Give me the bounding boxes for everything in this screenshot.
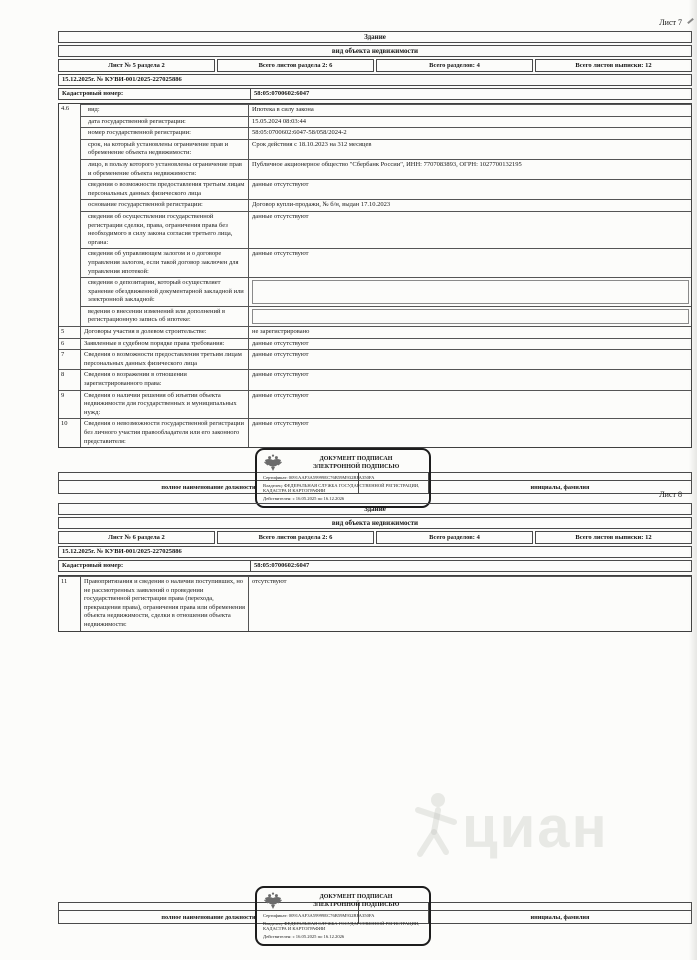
table-row [81, 159, 691, 179]
person-icon [408, 788, 462, 868]
sheet-8 [58, 490, 692, 632]
object-kind-caption: вид объекта недвижимости [58, 517, 692, 529]
field-label: сведения об управляющем залогом и о договоре управления залогом, если такой договор заключен для управления ипотекой: [81, 249, 249, 277]
table-row [81, 116, 691, 128]
table-row [81, 248, 691, 277]
total-sheets-of-section: Всего листов раздела 2: 6 [217, 531, 374, 544]
stamp-title-line2: ЭЛЕКТРОННОЙ ПОДПИСЬЮ [312, 464, 400, 471]
field-value: Срок действия с 18.10.2023 на 312 месяцев [252, 140, 372, 148]
cadastral-number-value: 58:05:0700602:6047 [254, 90, 310, 97]
total-sections: Всего разделов: 4 [376, 59, 533, 72]
signature-block [58, 894, 692, 939]
row-number: 7 [59, 350, 81, 369]
field-label: основание государственной регистрации: [81, 200, 249, 211]
stamp-certificate: Сертификат: 0091AAF3A59999EC76B59M932BFA350FA [263, 475, 375, 481]
table-row [59, 326, 691, 338]
mortgage-block [59, 104, 691, 326]
extract-date-number: 15.12.2025г. № КУВИ-001/2025-227025886 [58, 546, 692, 558]
table-row [81, 179, 691, 199]
restrictions-table [58, 103, 692, 448]
digital-signature-stamp [255, 886, 431, 946]
extract-date-number: 15.12.2025г. № КУВИ-001/2025-227025886 [58, 74, 692, 86]
initials-surname-label: инициалы, фамилия [530, 484, 590, 492]
field-label: сведения о депозитарии, который осуществляет хранение обездвиженной документарной закладной или электронной закладной: [81, 278, 249, 306]
position-title-label: полное наименование должности [59, 481, 359, 493]
row-number: 5 [59, 327, 81, 338]
field-label: Сведения о возражении в отношении зарегистрированного права: [81, 370, 249, 389]
table-row [81, 306, 691, 326]
table-row [81, 104, 691, 116]
field-value: Публичное акционерное общество "Сбербанк России", ИНН: 7707083893, ОГРН: 1027700132195 [252, 160, 522, 168]
cadastral-number-row [58, 560, 692, 572]
numbered-rows [59, 576, 691, 631]
stamp-owner: Владелец: ФЕДЕРАЛЬНАЯ СЛУЖБА ГОСУДАРСТВЕННОЙ РЕГИСТРАЦИИ, КАДАСТРА И КАРТОГРАФИИ [263, 920, 420, 932]
row-number: 6 [59, 339, 81, 350]
field-label: Договоры участия в долевом строительстве: [81, 327, 249, 338]
row-number: 11 [59, 577, 81, 631]
table-row [59, 369, 691, 389]
field-value: 15.05.2024 08:03:44 [252, 117, 306, 125]
watermark-text: циан [462, 795, 609, 860]
table-row [59, 390, 691, 419]
field-value: данные отсутствуют [252, 181, 309, 189]
cadastral-number-label: Кадастровый номер: [59, 89, 251, 99]
field-value: не зарегистрировано [252, 328, 310, 336]
sheet-of-section: Лист № 6 раздела 2 [58, 531, 215, 544]
object-type-header: Здание [58, 503, 692, 515]
field-value: Ипотека в силу закона [252, 106, 314, 113]
field-label: дата государственной регистрации: [81, 117, 249, 128]
cadastral-number-label: Кадастровый номер: [59, 561, 251, 571]
table-row [81, 139, 691, 159]
field-value: данные отсутствуют [252, 371, 309, 379]
table-row [59, 338, 691, 350]
field-value: данные отсутствуют [252, 391, 309, 399]
field-label: Заявленные в судебном порядке права требования: [81, 339, 249, 350]
field-label: Сведения о наличии решения об изъятии объекта недвижимости для государственных и муниципальных нужд: [81, 391, 249, 419]
table-row [81, 211, 691, 248]
object-type-header: Здание [58, 31, 692, 43]
table-row [59, 418, 691, 447]
table-row [59, 349, 691, 369]
sheet-of-section: Лист № 5 раздела 2 [58, 59, 215, 72]
table-row [81, 199, 691, 211]
total-sheets-of-section: Всего листов раздела 2: 6 [217, 59, 374, 72]
sheet-counters-row [58, 59, 692, 72]
numbered-rows [59, 326, 691, 447]
position-title-label: полное наименование должности [59, 911, 359, 923]
stamp-validity: Действителен: с 16.05.2025 по 16.12.2026 [263, 933, 345, 939]
field-value: данные отсутствуют [252, 212, 309, 220]
field-label: Правопритязания и сведения о наличии поступивших, но не рассмотренных заявлений о проведении государственной регистрации права (перехода, прекращения права), ограничения права или обременения объекта недвижимости, сделки в отношении объекта недвижимости: [81, 577, 249, 631]
field-value: 58:05:0700602:6047-58/058/2024-2 [252, 129, 347, 137]
field-label: сведения о возможности предоставления третьим лицам персональных данных физического лица [81, 180, 249, 199]
field-value: отсутствуют [252, 578, 287, 585]
initials-surname-label: инициалы, фамилия [530, 914, 590, 921]
field-label: сведения об осуществлении государственной регистрации сделки, права, ограничения права без необходимого в силу закона согласия третьего лица, органа: [81, 212, 249, 248]
sheet-counters-row [58, 531, 692, 544]
field-label: срок, на который установлены ограничение прав и обременение объекта недвижимости: [81, 140, 249, 159]
total-sheets-of-extract: Всего листов выписки: 12 [535, 59, 692, 72]
row-number: 10 [59, 419, 81, 447]
sheet-number: Лист 8 [659, 490, 682, 499]
stamp-owner: Владелец: ФЕДЕРАЛЬНАЯ СЛУЖБА ГОСУДАРСТВЕННОЙ РЕГИСТРАЦИИ, КАДАСТРА И КАРТОГРАФИИ [263, 482, 420, 494]
mortgage-sub-rows [81, 104, 691, 326]
stamp-validity: Действителен: с 16.05.2025 по 16.12.2026 [263, 495, 345, 501]
row-number: 8 [59, 370, 81, 389]
total-sections: Всего разделов: 4 [376, 531, 533, 544]
coat-of-arms-icon [263, 891, 283, 911]
cian-watermark [408, 778, 658, 878]
cadastral-number-row [58, 88, 692, 100]
row-number: 4.6 [59, 104, 81, 326]
stamp-title-line1: ДОКУМЕНТ ПОДПИСАН [319, 894, 393, 900]
cadastral-number-value: 58:05:0700602:6047 [254, 562, 310, 569]
field-value [249, 307, 691, 326]
field-label: вид: [81, 105, 249, 116]
object-kind-caption: вид объекта недвижимости [58, 45, 692, 57]
total-sheets-of-extract: Всего листов выписки: 12 [535, 531, 692, 544]
field-label: лицо, в пользу которого установлены ограничение прав и обременение объекта недвижимости: [81, 160, 249, 179]
table-row [81, 127, 691, 139]
field-label: Сведения о возможности предоставления третьим лицам персональных данных физического лица [81, 350, 249, 369]
field-value: данные отсутствуют [252, 351, 309, 359]
row-number: 9 [59, 391, 81, 419]
field-label: номер государственной регистрации: [81, 128, 249, 139]
field-value [249, 278, 691, 306]
coat-of-arms-icon [263, 453, 283, 473]
table-row [81, 277, 691, 306]
scan-edge-shadow [689, 0, 697, 960]
field-label: Сведения о невозможности государственной регистрации без личного участия правообладателя или его законного представителя: [81, 419, 249, 447]
field-label: ведения о внесении изменений или дополнений в регистрационную запись об ипотеке: [81, 307, 249, 326]
field-value: данные отсутствуют [252, 420, 309, 428]
field-value: Договор купли-продажи, № б/н, выдан 17.10.2023 [252, 201, 391, 209]
table-row [59, 576, 691, 631]
field-value: данные отсутствуют [252, 250, 309, 258]
stamp-title-line1: ДОКУМЕНТ ПОДПИСАН [319, 456, 393, 463]
claims-table [58, 575, 692, 632]
stamp-title-line2: ЭЛЕКТРОННОЙ ПОДПИСЬЮ [312, 902, 400, 908]
sheet-number: Лист 7 [659, 18, 682, 27]
field-value: данные отсутствуют [252, 339, 309, 347]
stamp-certificate: Сертификат: 0091AAF3A59999EC76B59M932BFA350FA [263, 913, 375, 918]
